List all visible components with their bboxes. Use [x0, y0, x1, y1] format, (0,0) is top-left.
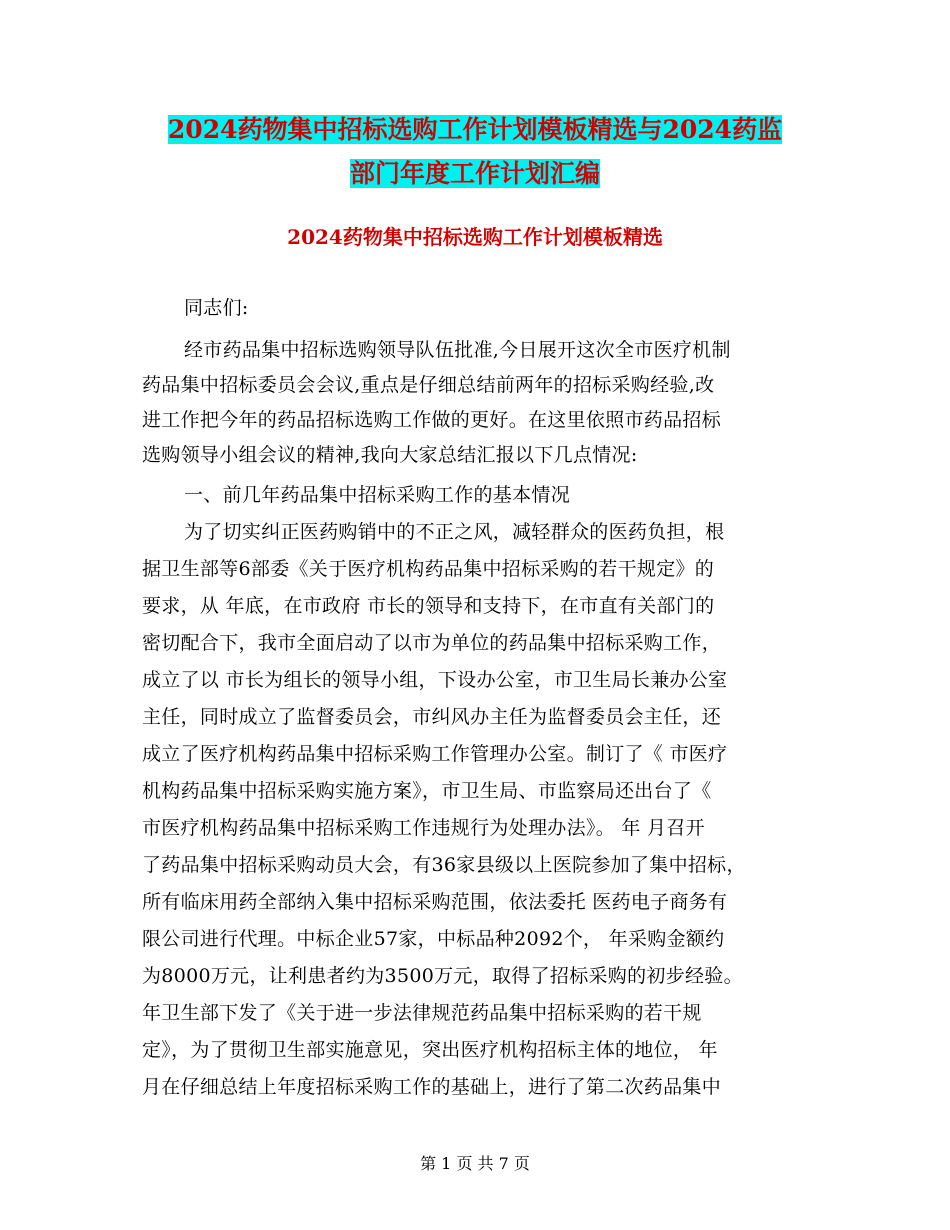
body-line: 药品集中招标委员会会议,重点是仔细总结前两年的招标采购经验,改 [142, 374, 715, 396]
body-line: 同志们: [184, 297, 249, 319]
page-footer: 第 1 页 共 7 页 [420, 1154, 530, 1173]
body-line: 密切配合下，我市全面启动了以市为单位的药品集中招标采购工作， [142, 632, 722, 654]
body-line: 一、前几年药品集中招标采购工作的基本情况 [184, 484, 571, 506]
body-line: 据卫生部等6部委《关于医疗机构药品集中招标采购的若干规定》的 [142, 558, 715, 580]
body-line: 限公司进行代理。中标企业57家，中标品种2092个， 年采购金额约 [142, 928, 725, 950]
body-line: 年卫生部下发了《关于进一步法律规范药品集中招标采购的若干规 [142, 1002, 702, 1024]
body-line: 主任，同时成立了监督委员会，市纠风办主任为监督委员会主任，还 [142, 706, 722, 728]
body-line: 成立了以 市长为组长的领导小组，下设办公室，市卫生局长兼办公室 [142, 669, 728, 691]
body-line: 选购领导小组会议的精神,我向大家总结汇报以下几点情况: [142, 444, 638, 466]
body-line: 为了切实纠正医药购销中的不正之风，减轻群众的医药负担，根 [184, 521, 725, 543]
body-line: 所有临床用药全部纳入集中招标采购范围，依法委托 医药电子商务有 [142, 891, 728, 913]
body-line: 经市药品集中招标选购领导队伍批准,今日展开这次全市医疗机制 [184, 339, 731, 361]
document-title-line-1 [0, 108, 950, 152]
document-title-line-2 [0, 152, 950, 196]
body-line: 了药品集中招标采购动员大会，有36家县级以上医院参加了集中招标， [142, 854, 746, 876]
body-line: 为8000万元，让利患者约为3500万元，取得了招标采购的初步经验。 [142, 965, 743, 987]
section-title: 2024药物集中招标选购工作计划模板精选 [287, 225, 663, 249]
title-highlight: 部门年度工作计划汇编 [349, 159, 600, 188]
body-line: 月在仔细总结上年度招标采购工作的基础上，进行了第二次药品集中 [142, 1076, 722, 1098]
body-line: 机构药品集中招标采购实施方案》，市卫生局、市监察局还出台了《 [142, 780, 712, 802]
body-line: 进工作把今年的药品招标选购工作做的更好。在这里依照市药品招标 [142, 409, 722, 431]
body-line: 要求，从 年底，在市政府 市长的领导和支持下，在市直有关部门的 [142, 595, 715, 617]
body-line: 市医疗机构药品集中招标采购工作违规行为处理办法》。 年 月召开 [142, 817, 705, 839]
body-line: 定》，为了贯彻卫生部实施意见，突出医疗机构招标主体的地位， 年 [142, 1039, 718, 1061]
title-highlight: 2024药物集中招标选购工作计划模板精选与2024药监 [167, 115, 783, 144]
body-line: 成立了医疗机构药品集中招标采购工作管理办公室。制订了《 市医疗 [142, 743, 728, 765]
